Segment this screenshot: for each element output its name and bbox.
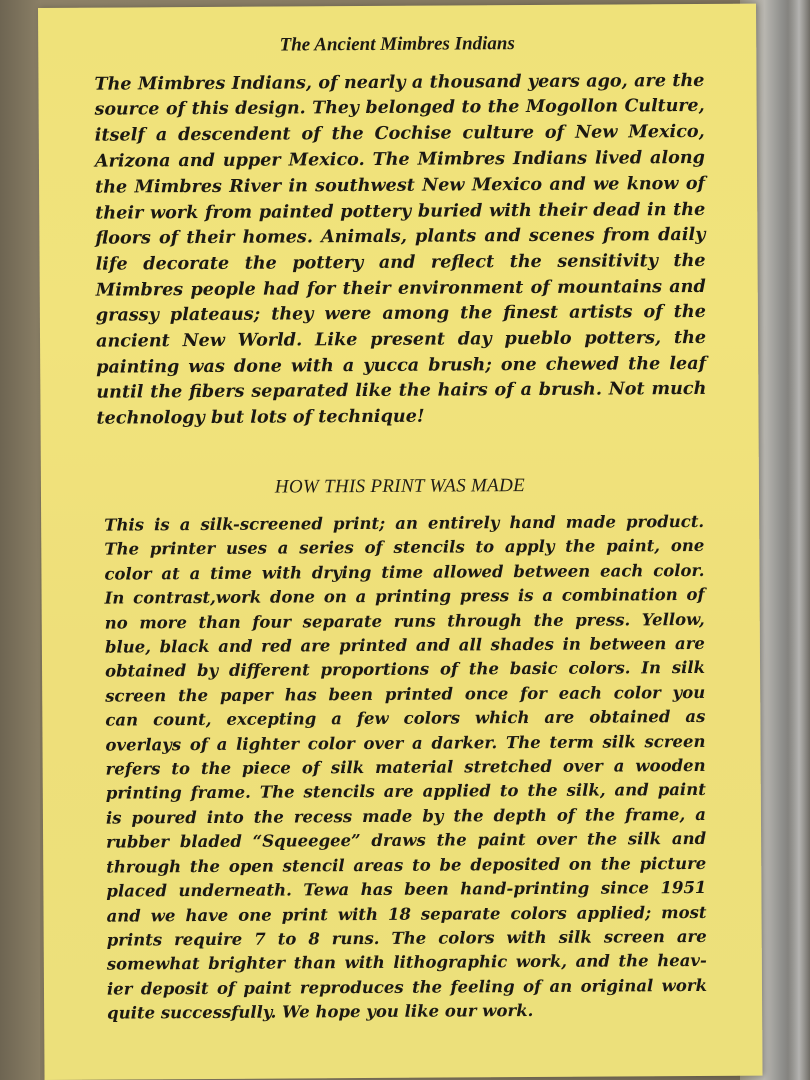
body-line: through the open stencil areas to be deposited on the picture bbox=[106, 853, 707, 877]
body-line: ier deposit of paint reproduces the feeling of an original work bbox=[106, 975, 708, 999]
body-line: screen the paper has been printed once for each color you bbox=[105, 682, 706, 706]
body-line: This is a silk-screened print; an entirely hand made product. bbox=[104, 511, 705, 535]
info-sheet bbox=[38, 4, 763, 1080]
intro-line: Arizona and upper Mexico. The Mimbres Indians lived along bbox=[94, 147, 705, 172]
body-line: can count, excepting a few colors which are obtained as bbox=[105, 707, 706, 730]
body-line: printing frame. The stencils are applied to the silk, and paint bbox=[105, 780, 706, 804]
intro-paragraph bbox=[94, 68, 706, 432]
document-title: The Ancient Mimbres Indians bbox=[279, 33, 515, 56]
body-line: is poured into the recess made by the depth of the frame, a bbox=[105, 804, 706, 828]
body-line: blue, black and red are printed and all shades in between are bbox=[104, 633, 705, 657]
intro-line: The Mimbres Indians, of nearly a thousand years ago, are the bbox=[94, 69, 705, 95]
intro-line: the Mimbres River in southwest New Mexico and we know of bbox=[95, 172, 706, 198]
body-line: color at a time with drying time allowed between each color. bbox=[104, 560, 705, 584]
body-line: and we have one print with 18 separate colors applied; most bbox=[106, 902, 707, 926]
body-line: no more than four separate runs through the press. Yellow, bbox=[104, 609, 705, 633]
body-line: The printer uses a series of stencils to apply the paint, one bbox=[104, 536, 705, 560]
intro-line: itself a descendent of the Cochise culture of New Mexico, bbox=[94, 121, 705, 147]
body-line: refers to the piece of silk material stretched over a wooden bbox=[105, 755, 706, 779]
section-heading: HOW THIS PRINT WAS MADE bbox=[274, 475, 526, 498]
body-line: quite successfully. We hope you like our work. bbox=[107, 1001, 534, 1023]
body-line: obtained by different proportions of the basic colors. In silk bbox=[104, 658, 706, 682]
intro-line: floors of their homes. Animals, plants and scenes from daily bbox=[95, 224, 706, 249]
intro-line: source of this design. They belonged to the Mogollon Culture, bbox=[94, 95, 705, 120]
glass-glare bbox=[788, 0, 810, 1080]
body-line: overlays of a lighter color over a darker. The term silk screen bbox=[105, 731, 706, 755]
intro-line: until the fibers separated like the hairs of a brush. Not much bbox=[96, 378, 707, 404]
body-line: placed underneath. Tewa has been hand-printing since 1951 bbox=[106, 878, 707, 901]
body-line: In contrast,work done on a printing press is a combination of bbox=[104, 585, 705, 608]
print-method-paragraph bbox=[104, 510, 707, 1026]
intro-line: painting was done with a yucca brush; one chewed the leaf bbox=[96, 352, 707, 378]
intro-line: ancient New World. Like present day pueblo potters, the bbox=[95, 326, 707, 352]
intro-line: Mimbres people had for their environment of mountains and bbox=[95, 275, 706, 301]
intro-line: technology but lots of technique! bbox=[96, 405, 425, 429]
intro-line: grassy plateaus; they were among the finest artists of the bbox=[95, 301, 706, 326]
intro-line: their work from painted pottery buried with their dead in the bbox=[95, 198, 706, 224]
backdrop-left bbox=[0, 0, 40, 1080]
body-line: somewhat brighter than with lithographic work, and the heav- bbox=[106, 951, 707, 974]
intro-line: life decorate the pottery and reflect the sensitivity the bbox=[95, 249, 706, 275]
body-line: prints require 7 to 8 runs. The colors with silk screen are bbox=[106, 926, 707, 950]
body-line: rubber bladed “Squeegee” draws the paint over the silk and bbox=[106, 829, 707, 852]
